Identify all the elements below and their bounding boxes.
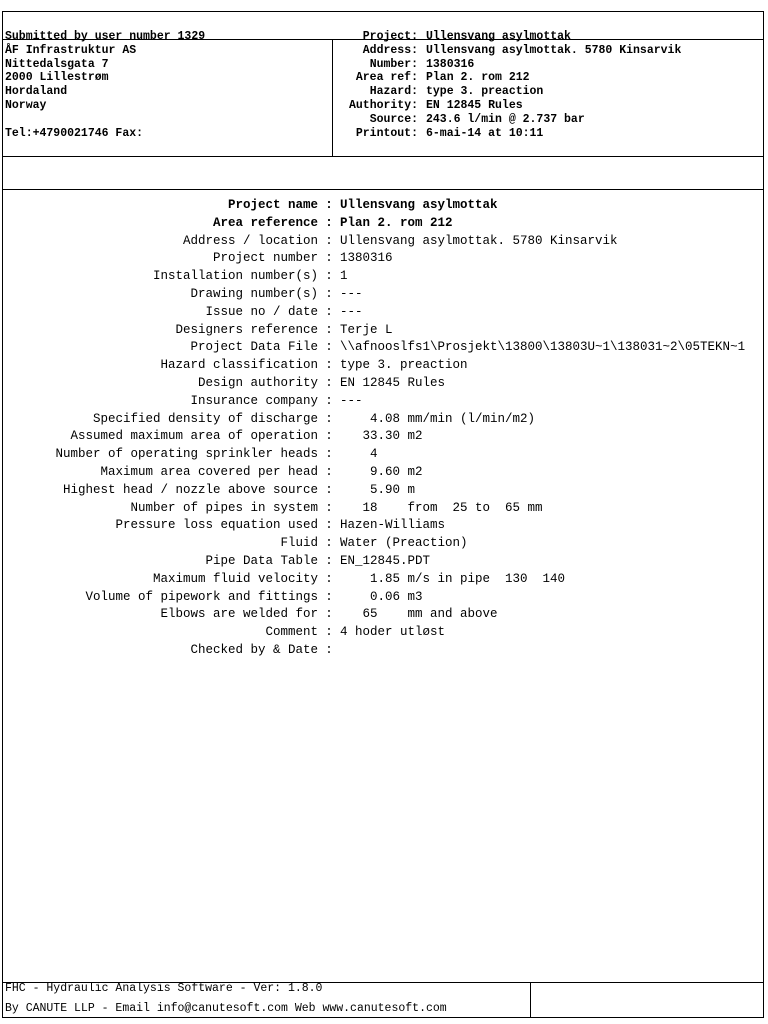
detail-colon: : (325, 625, 333, 640)
street-address: Nittedalsgata 7 (5, 57, 109, 71)
detail-colon: : (325, 607, 333, 622)
detail-colon: : (325, 571, 333, 586)
detail-row (0, 642, 762, 660)
detail-colon: : (325, 447, 333, 462)
detail-colon: : (325, 340, 333, 355)
detail-value: 9.60 m2 (340, 464, 423, 479)
detail-row (0, 500, 762, 518)
detail-label: Designers reference (175, 322, 318, 337)
detail-colon: : (325, 536, 333, 551)
detail-label: Highest head / nozzle above source (62, 482, 318, 497)
detail-row (0, 624, 762, 642)
detail-row (0, 322, 762, 340)
detail-row (0, 535, 762, 553)
detail-label: Pipe Data Table (205, 553, 318, 568)
detail-colon: : (325, 500, 333, 515)
project-info-label: Hazard: (369, 85, 418, 99)
detail-value: 0.06 m3 (340, 589, 423, 604)
detail-row (0, 446, 762, 464)
project-info-spacer (418, 30, 426, 44)
project-info-label: Number: (369, 57, 418, 71)
project-info-label: Printout: (355, 126, 418, 140)
detail-row (0, 357, 762, 375)
detail-value: Plan 2. rom 212 (340, 215, 453, 230)
project-info-value: 243.6 l/min @ 2.737 bar (426, 112, 585, 126)
detail-row (0, 375, 762, 393)
project-info-row (334, 113, 681, 127)
detail-label: Project number (212, 251, 318, 266)
detail-row (0, 215, 762, 233)
detail-label: Area reference (212, 215, 318, 230)
project-info-spacer (418, 99, 426, 113)
detail-label: Number of pipes in system (130, 500, 318, 515)
project-info-spacer (418, 113, 426, 127)
detail-label: Address / location (182, 233, 318, 248)
detail-value: 1.85 m/s in pipe 130 140 (340, 571, 566, 586)
detail-colon: : (325, 411, 333, 426)
detail-label: Checked by & Date (190, 642, 318, 657)
detail-label: Insurance company (190, 393, 318, 408)
project-info-row (334, 44, 681, 58)
project-info-row (334, 99, 681, 113)
detail-label: Number of operating sprinkler heads (55, 447, 318, 462)
detail-value: 18 from 25 to 65 mm (340, 500, 543, 515)
project-info-value: type 3. preaction (426, 85, 544, 99)
detail-colon: : (325, 322, 333, 337)
detail-colon: : (325, 269, 333, 284)
detail-value: Ullensvang asylmottak (340, 198, 498, 212)
project-info-value: EN 12845 Rules (426, 98, 523, 112)
detail-value: 65 mm and above (340, 607, 498, 622)
detail-colon: : (325, 464, 333, 479)
detail-label: Maximum area covered per head (100, 464, 318, 479)
detail-row (0, 517, 762, 535)
project-info-row (334, 30, 681, 44)
detail-colon: : (325, 215, 333, 230)
detail-row (0, 411, 762, 429)
detail-value: EN 12845 Rules (340, 375, 446, 390)
detail-label: Hazard classification (160, 358, 318, 373)
detail-row (0, 268, 762, 286)
detail-colon: : (325, 358, 333, 373)
detail-row (0, 606, 762, 624)
detail-row (0, 428, 762, 446)
detail-label: Maximum fluid velocity (152, 571, 318, 586)
detail-row (0, 482, 762, 500)
country: Norway (5, 98, 47, 112)
project-info-label: Address: (362, 43, 418, 57)
detail-colon: : (325, 375, 333, 390)
detail-colon: : (325, 198, 333, 212)
project-info-spacer (418, 127, 426, 141)
submitter-block (5, 30, 205, 141)
detail-value: 1380316 (340, 251, 393, 266)
detail-row (0, 464, 762, 482)
detail-colon: : (325, 286, 333, 301)
project-info-row (334, 71, 681, 85)
detail-label: Issue no / date (205, 304, 318, 319)
detail-row (0, 233, 762, 251)
project-info-spacer (418, 85, 426, 99)
detail-row (0, 553, 762, 571)
tel-fax: Tel:+4790021746 Fax: (5, 126, 144, 140)
detail-label: Project Data File (190, 340, 318, 355)
detail-colon: : (325, 233, 333, 248)
divider-details-top (3, 189, 763, 190)
detail-label: Elbows are welded for (160, 607, 318, 622)
vendor-contact: By CANUTE LLP - Email info@canutesoft.com Web www.canutesoft.com (5, 1002, 447, 1015)
project-info-row (334, 58, 681, 72)
detail-colon: : (325, 642, 333, 657)
detail-value: Water (Preaction) (340, 536, 468, 551)
project-info-label: Project: (362, 30, 418, 43)
detail-row (0, 571, 762, 589)
detail-label: Comment (265, 625, 318, 640)
detail-value: Ullensvang asylmottak. 5780 Kinsarvik (340, 233, 618, 248)
detail-label: Fluid (280, 536, 318, 551)
detail-colon: : (325, 393, 333, 408)
detail-value: --- (340, 286, 363, 301)
detail-row (0, 250, 762, 268)
detail-value: 4.08 mm/min (l/min/m2) (340, 411, 536, 426)
detail-row (0, 589, 762, 607)
detail-label: Assumed maximum area of operation (70, 429, 318, 444)
detail-row (0, 304, 762, 322)
detail-value: Terje L (340, 322, 393, 337)
detail-value: \\afnooslfs1\Prosjekt\13800\13803U~1\138031~2\05TEKN~1 (340, 340, 746, 355)
detail-colon: : (325, 553, 333, 568)
divider-header-bottom (3, 156, 763, 157)
detail-colon: : (325, 482, 333, 497)
detail-colon: : (325, 429, 333, 444)
detail-value: 4 (340, 447, 378, 462)
detail-label: Volume of pipework and fittings (85, 589, 318, 604)
project-info-label: Source: (369, 112, 418, 126)
detail-label: Project name (227, 198, 318, 212)
detail-value: 4 hoder utløst (340, 625, 446, 640)
detail-row (0, 286, 762, 304)
project-info-row (334, 127, 681, 141)
project-info-block (334, 30, 681, 140)
project-details (0, 197, 762, 660)
software-version: FHC - Hydraulic Analysis Software - Ver: 1.8.0 (5, 982, 323, 995)
divider-footer-vertical (530, 982, 531, 1018)
project-info-row (334, 85, 681, 99)
company-name: ÅF Infrastruktur AS (5, 43, 137, 57)
detail-colon: : (325, 589, 333, 604)
detail-row (0, 197, 762, 215)
project-info-spacer (418, 71, 426, 85)
divider-header-vertical (332, 39, 333, 156)
detail-label: Specified density of discharge (92, 411, 318, 426)
detail-value: type 3. preaction (340, 358, 468, 373)
submitted-by: Submitted by user number 1329 (5, 30, 206, 43)
project-info-value: Ullensvang asylmottak. 5780 Kinsarvik (426, 43, 682, 57)
county: Hordaland (5, 85, 68, 99)
detail-value: 33.30 m2 (340, 429, 423, 444)
detail-label: Pressure loss equation used (115, 518, 318, 533)
detail-value: Hazen-Williams (340, 518, 446, 533)
project-info-value: 6-mai-14 at 10:11 (426, 126, 544, 140)
detail-value: --- (340, 304, 363, 319)
project-info-value: Plan 2. rom 212 (426, 71, 530, 85)
project-info-value: Ullensvang asylmottak (426, 30, 571, 43)
project-info-value: 1380316 (426, 57, 475, 71)
postcode-city: 2000 Lillestrøm (5, 71, 109, 85)
detail-value: 1 (340, 269, 348, 284)
detail-label: Drawing number(s) (190, 286, 318, 301)
project-info-label: Authority: (348, 98, 418, 112)
detail-colon: : (325, 518, 333, 533)
detail-value: --- (340, 393, 363, 408)
detail-row (0, 339, 762, 357)
detail-value: EN_12845.PDT (340, 553, 431, 568)
project-info-label: Area ref: (355, 71, 418, 85)
detail-value: 5.90 m (340, 482, 416, 497)
detail-row (0, 393, 762, 411)
detail-label: Design authority (197, 375, 318, 390)
detail-colon: : (325, 304, 333, 319)
project-info-spacer (418, 44, 426, 58)
detail-colon: : (325, 251, 333, 266)
detail-label: Installation number(s) (152, 269, 318, 284)
project-info-spacer (418, 58, 426, 72)
